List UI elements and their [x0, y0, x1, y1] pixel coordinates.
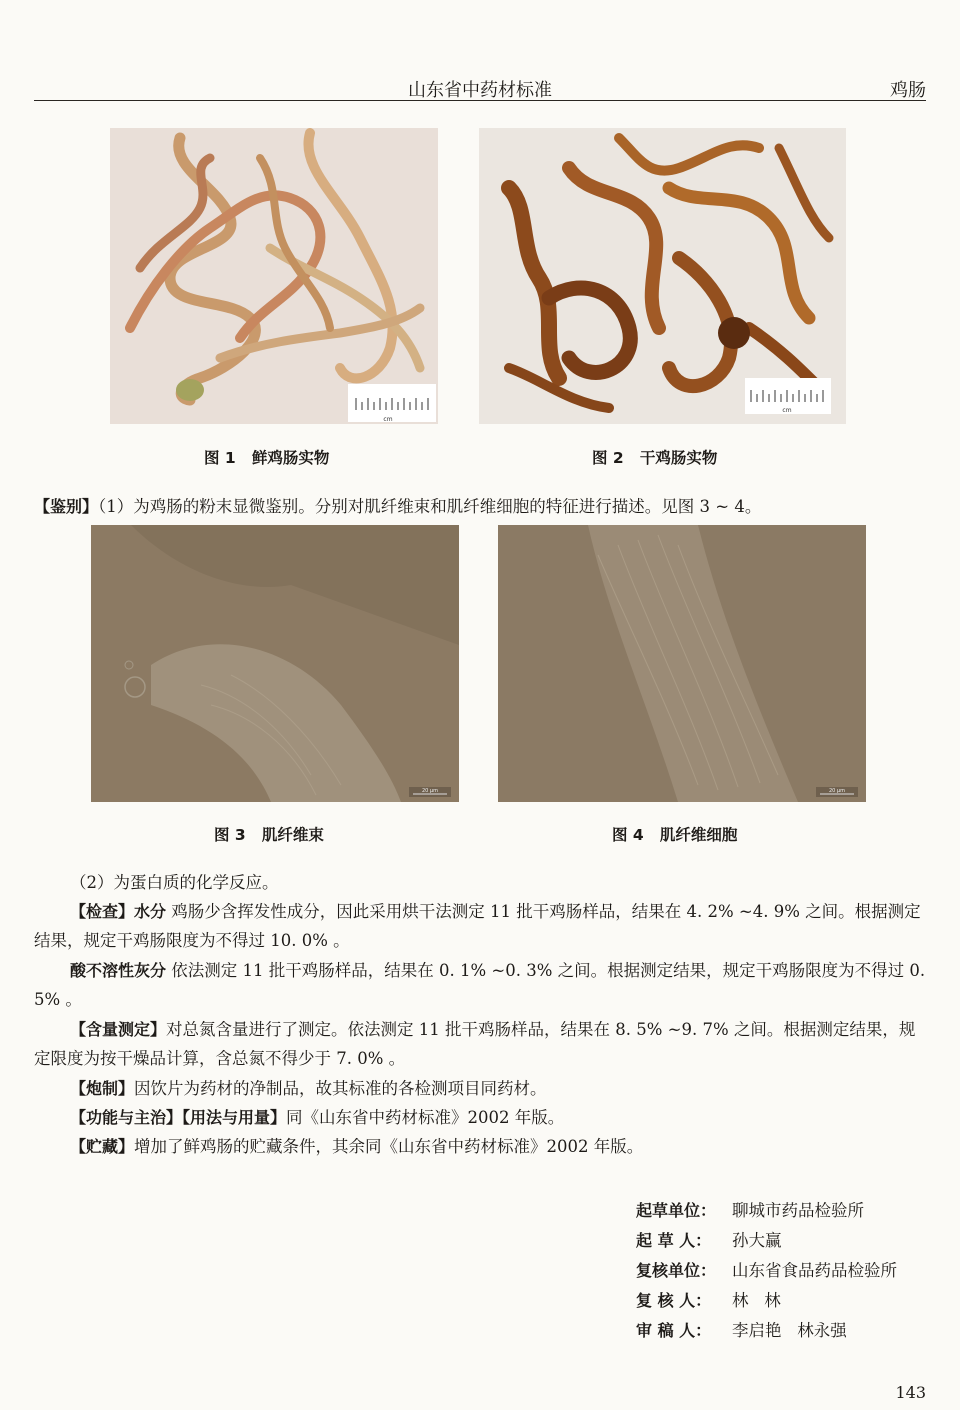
- moisture-label: 水分: [134, 902, 167, 921]
- function-text: 同《山东省中药材标准》2002 年版。: [286, 1108, 565, 1127]
- signoff-value: 山东省食品药品检验所: [732, 1261, 897, 1280]
- storage-paragraph: [34, 1132, 926, 1161]
- signoff-value: 聊城市药品检验所: [732, 1201, 864, 1220]
- signoff-value: 李启艳 林永强: [732, 1321, 847, 1340]
- signoff-label: 审 稿 人：: [636, 1321, 712, 1340]
- usage-label: 【用法与用量】: [182, 1108, 287, 1127]
- signoff-value: 林 林: [732, 1291, 781, 1310]
- signoff-label: 起草单位：: [636, 1201, 717, 1220]
- function-paragraph: [34, 1103, 926, 1132]
- identify-text: （1）为鸡肠的粉末显微鉴别。分别对肌纤维束和肌纤维细胞的特征进行描述。见图 3 ~ 4。: [98, 497, 762, 516]
- figure-4-micrograph: [498, 525, 866, 802]
- signoff-row: [636, 1286, 897, 1316]
- storage-label: 【贮藏】: [70, 1137, 135, 1156]
- process-label: 【炮制】: [70, 1079, 135, 1098]
- check-label: 【检查】: [70, 902, 135, 921]
- figure-1-caption: 图 1 鲜鸡肠实物: [204, 449, 330, 467]
- signoff-label: 起 草 人：: [636, 1231, 712, 1250]
- running-header: [34, 70, 926, 101]
- moisture-text: 鸡肠少含挥发性成分，因此采用烘干法测定 11 批干鸡肠样品，结果在 4. 2% ~4. 9% 之间。根据测定结果，规定干鸡肠限度为不得过 10. 0% 。: [34, 902, 921, 950]
- header-title: 山东省中药材标准: [408, 80, 552, 101]
- process-text: 因饮片为药材的净制品，故其标准的各检测项目同药材。: [134, 1079, 547, 1098]
- process-paragraph: [34, 1074, 926, 1103]
- function-label: 【功能与主治】: [70, 1108, 183, 1127]
- figure-2-photo: [479, 128, 846, 424]
- figure-1-photo: [110, 128, 438, 424]
- acid-ash-label: 酸不溶性灰分: [70, 961, 167, 980]
- identify-label: 【鉴别】: [34, 497, 99, 516]
- figure-2-scale-label: cm: [782, 407, 792, 414]
- assay-text: 对总氮含量进行了测定。依法测定 11 批干鸡肠样品，结果在 8. 5% ~9. 7% 之间。根据测定结果，规定限度为按干燥品计算，含总氮不得少于 7. 0% 。: [34, 1020, 916, 1068]
- acid-ash-text: 依法测定 11 批干鸡肠样品，结果在 0. 1% ~0. 3% 之间。根据测定结果，规定干鸡肠限度为不得过 0. 5% 。: [34, 961, 926, 1009]
- check-moisture-paragraph: [34, 897, 926, 955]
- signoff-row: [636, 1256, 897, 1286]
- signoff-row: [636, 1316, 897, 1346]
- figure-1-scale-label: cm: [383, 416, 393, 423]
- figure-4-scale-label: 20 μm: [828, 788, 846, 794]
- signoff-label: 复 核 人：: [636, 1291, 712, 1310]
- signoff-row: [636, 1196, 897, 1226]
- assay-paragraph: [34, 1015, 926, 1073]
- identify-paragraph: [34, 492, 926, 521]
- assay-label: 【含量测定】: [70, 1020, 167, 1039]
- header-section: 鸡肠: [890, 80, 926, 101]
- storage-text: 增加了鲜鸡肠的贮藏条件，其余同《山东省中药材标准》2002 年版。: [134, 1137, 644, 1156]
- signoff-row: [636, 1226, 897, 1256]
- figure-3-scale-label: 20 μm: [421, 788, 439, 794]
- signoff-block: [636, 1196, 897, 1346]
- figure-2-caption: 图 2 干鸡肠实物: [592, 449, 718, 467]
- figure-4-caption: 图 4 肌纤维细胞: [612, 826, 738, 844]
- signoff-label: 复核单位：: [636, 1261, 717, 1280]
- figure-3-micrograph: [91, 525, 459, 802]
- protein-paragraph: （2）为蛋白质的化学反应。: [70, 873, 279, 892]
- page-number: 143: [895, 1383, 926, 1402]
- figure-3-caption: 图 3 肌纤维束: [214, 826, 324, 844]
- acid-ash-paragraph: [34, 956, 926, 1014]
- signoff-value: 孙大赢: [732, 1231, 782, 1250]
